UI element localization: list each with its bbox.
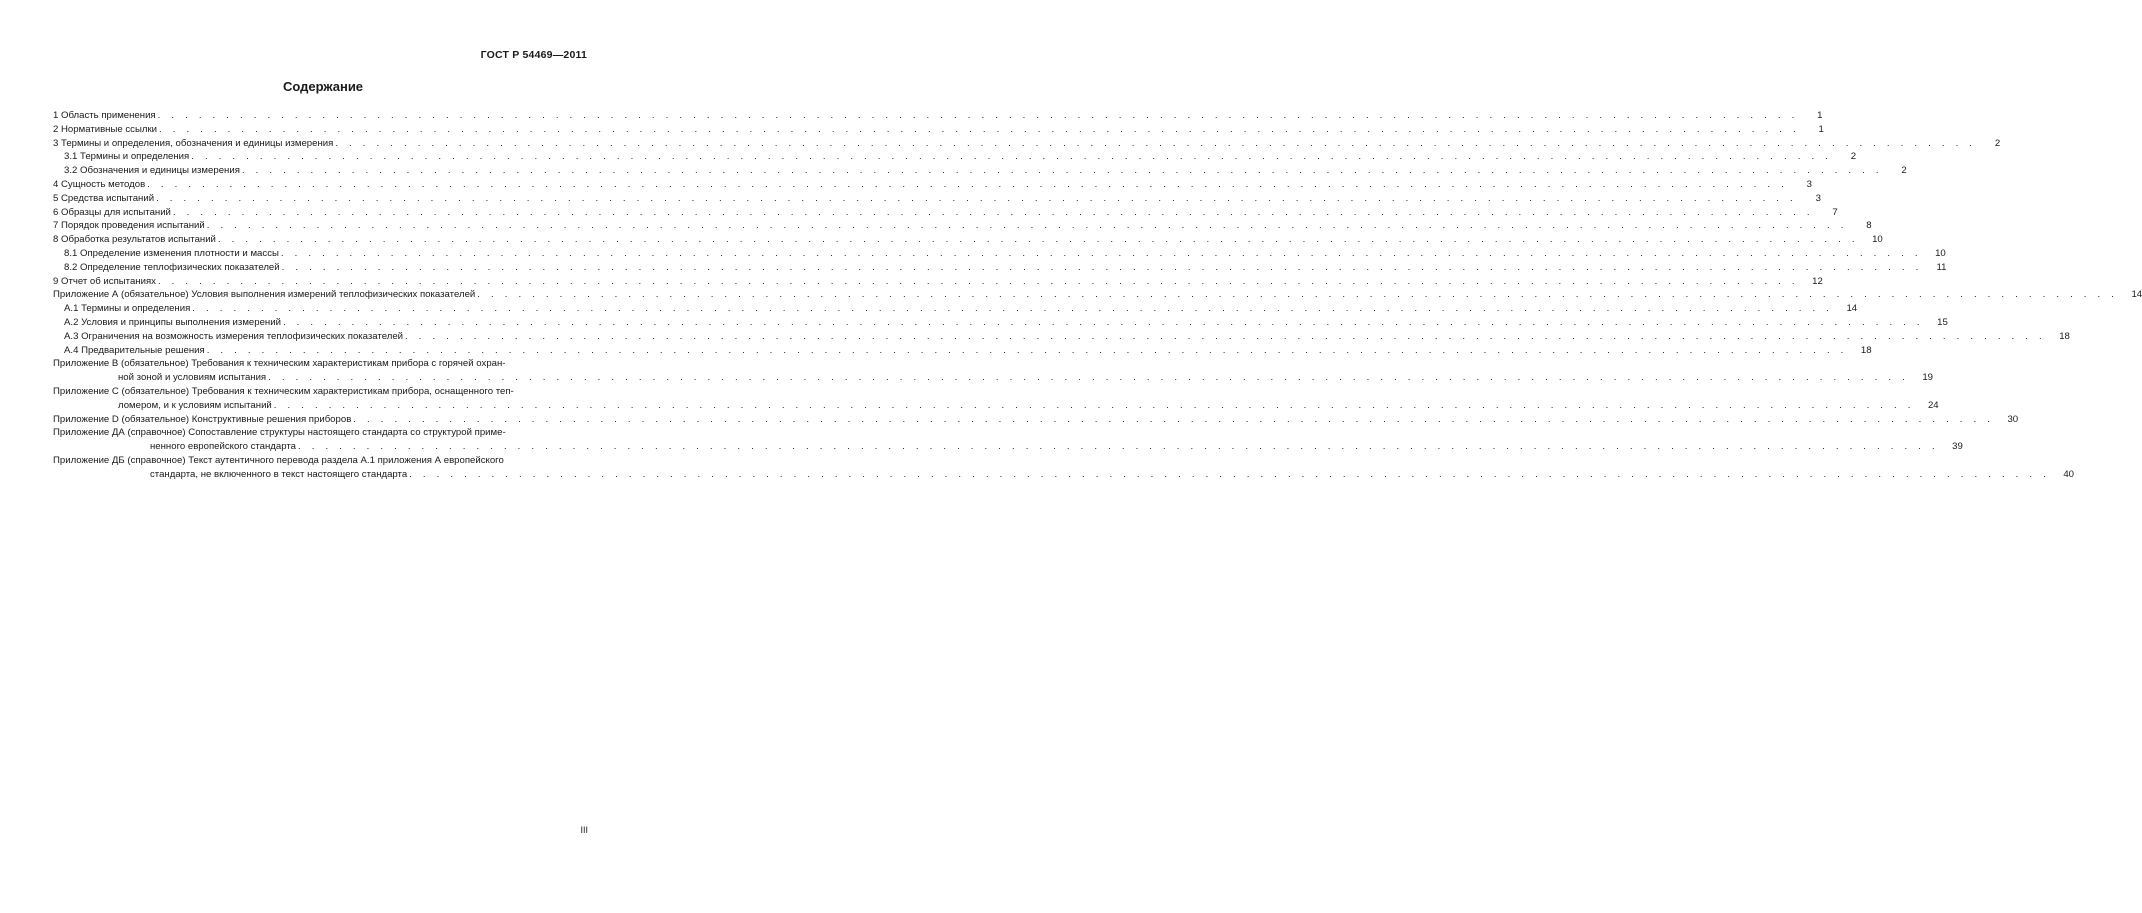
toc-entry-title: 3 Термины и определения, обозначения и единицы измерения — [53, 137, 334, 149]
toc-entry-title: Приложение А (обязательное) Условия выполнения измерений теплофизических показателей — [53, 289, 476, 301]
toc-entry-appendix[interactable] — [53, 385, 1939, 413]
toc-entry-appendix[interactable] — [53, 426, 1963, 454]
toc-entry-title: 8.1 Определение изменения плотности и массы — [64, 247, 279, 259]
toc-entry-appendix[interactable] — [53, 454, 2075, 482]
toc-leader-dots: . . . . . . . . . . . . . . . . . . . . . . . . . . . . . . . . . . . . . . . . . . . . . . . . . . . . . . . . . . . . . . . . . . . . . . . . . . . . . . . . . . . . . . . . . . . . . . . . . . . . . . . . . . . . . . . . . . . . . . . . — [268, 372, 1909, 384]
toc-entry-page: 2 — [1994, 137, 2001, 149]
toc-entry-page: 19 — [1922, 372, 1933, 384]
toc-entry[interactable] — [53, 178, 1813, 192]
toc-entry[interactable] — [53, 123, 1824, 137]
toc-entry-title: 4 Сущность методов — [53, 178, 146, 190]
toc-entry-title-line2: ненного европейского стандарта — [150, 441, 296, 453]
toc-leader-dots: . . . . . . . . . . . . . . . . . . . . . . . . . . . . . . . . . . . . . . . . . . . . . . . . . . . . . . . . . . . . . . . . . . . . . . . . . . . . . . . . . . . . . . . . . . . . . . . . . . . . . . . . . . . . . . . . . . . . . . . . — [273, 399, 1915, 411]
toc-leader-dots: . . . . . . . . . . . . . . . . . . . . . . . . . . . . . . . . . . . . . . . . . . . . . . . . . . . . . . . . . . . . . . . . . . . . . . . . . . . . . . . . . . . . . . . . . . . . . . . . . . . . . . . . . . . . . . . . . . . . . . . . — [157, 110, 1799, 121]
toc-entry[interactable] — [53, 261, 1947, 275]
toc-entry-title-line1: Приложение ДБ (справочное) Текст аутентичного перевода раздела А.1 приложения А европейского — [53, 454, 504, 466]
toc-entry-title: 5 Средства испытаний — [53, 192, 155, 204]
toc-entry-title: 3.2 Обозначения и единицы измерения — [64, 165, 240, 177]
toc-entry-appendix[interactable] — [53, 413, 2019, 427]
toc-leader-dots: . . . . . . . . . . . . . . . . . . . . . . . . . . . . . . . . . . . . . . . . . . . . . . . . . . . . . . . . . . . . . . . . . . . . . . . . . . . . . . . . . . . . . . . . . . . . . . . . . . . . . . . . . . . . . . . . . . . . . . . . — [241, 165, 1883, 177]
toc-entry-title: 8 Обработка результатов испытаний — [53, 234, 216, 246]
toc-entry-title: А.2 Условия и принципы выполнения измерений — [64, 316, 281, 328]
toc-entry[interactable] — [53, 233, 1883, 247]
toc-entry-page: 10 — [1872, 234, 1883, 246]
toc-entry-title: 3.1 Термины и определения — [64, 151, 190, 163]
toc-entry-title: Приложение D (обязательное) Конструктивные решения приборов — [53, 413, 352, 425]
toc-entry-appendix[interactable] — [53, 357, 1933, 385]
toc-leader-dots: . . . . . . . . . . . . . . . . . . . . . . . . . . . . . . . . . . . . . . . . . . . . . . . . . . . . . . . . . . . . . . . . . . . . . . . . . . . . . . . . . . . . . . . . . . . . . . . . . . . . . . . . . . . . . . . . . . . . . . . . — [157, 275, 1799, 287]
page-number: III — [580, 825, 588, 835]
toc-entry-page: 11 — [1936, 261, 1947, 273]
toc-entry-title: А.3 Ограничения на возможность измерения теплофизических показателей — [64, 330, 404, 342]
toc-entry[interactable] — [53, 206, 1838, 220]
toc-entry-page: 18 — [2059, 330, 2070, 342]
toc-entry-title: А.4 Предварительные решения — [64, 344, 205, 356]
toc-entry[interactable] — [53, 150, 1857, 164]
toc-entry-title-line2: стандарта, не включенного в текст настоящего стандарта — [150, 468, 408, 480]
toc-entry-page: 18 — [1860, 344, 1872, 356]
toc-entry[interactable] — [53, 275, 1823, 289]
toc-entry[interactable] — [53, 330, 2070, 344]
toc-leader-dots: . . . . . . . . . . . . . . . . . . . . . . . . . . . . . . . . . . . . . . . . . . . . . . . . . . . . . . . . . . . . . . . . . . . . . . . . . . . . . . . . . . . . . . . . . . . . . . . . . . . . . . . . . . . . . . . . . . . . . . . . — [297, 441, 1939, 453]
toc-leader-dots: . . . . . . . . . . . . . . . . . . . . . . . . . . . . . . . . . . . . . . . . . . . . . . . . . . . . . . . . . . . . . . . . . . . . . . . . . . . . . . . . . . . . . . . . . . . . . . . . . . . . . . . . . . . . . . . . . . . . . . . . — [217, 234, 1859, 246]
toc-entry-title: 8.2 Определение теплофизических показателей — [64, 261, 280, 273]
toc-entry-page: 2 — [1901, 165, 1907, 177]
toc-entry-page: 10 — [1935, 247, 1946, 259]
toc-leader-dots: . . . . . . . . . . . . . . . . . . . . . . . . . . . . . . . . . . . . . . . . . . . . . . . . . . . . . . . . . . . . . . . . . . . . . . . . . . . . . . . . . . . . . . . . . . . . . . . . . . . . . . . . . . . . . . . . . . . . . . . . — [147, 178, 1789, 190]
toc-entry-page: 3 — [1806, 178, 1813, 190]
toc-entry-title: 1 Область применения — [53, 110, 156, 121]
toc-entry-page: 24 — [1927, 399, 1939, 411]
toc-entry[interactable] — [53, 164, 1907, 178]
toc-entry-page: 14 — [1846, 303, 1858, 315]
toc-entry-page: 7 — [1832, 206, 1838, 218]
toc-entry[interactable] — [53, 219, 1872, 233]
toc-entry-title-line1: Приложение ДА (справочное) Сопоставление структуры настоящего стандарта со структурой приме- — [53, 427, 506, 439]
toc-entry-page: 1 — [1817, 110, 1823, 121]
toc-leader-dots: . . . . . . . . . . . . . . . . . . . . . . . . . . . . . . . . . . . . . . . . . . . . . . . . . . . . . . . . . . . . . . . . . . . . . . . . . . . . . . . . . . . . . . . . . . . . . . . . . . . . . . . . . . . . . . . . . . . . . . . . — [191, 151, 1833, 163]
toc-leader-dots: . . . . . . . . . . . . . . . . . . . . . . . . . . . . . . . . . . . . . . . . . . . . . . . . . . . . . . . . . . . . . . . . . . . . . . . . . . . . . . . . . . . . . . . . . . . . . . . . . . . . . . . . . . . . . . . . . . . . . . . . — [206, 220, 1848, 232]
toc-leader-dots: . . . . . . . . . . . . . . . . . . . . . . . . . . . . . . . . . . . . . . . . . . . . . . . . . . . . . . . . . . . . . . . . . . . . . . . . . . . . . . . . . . . . . . . . . . . . . . . . . . . . . . . . . . . . . . . . . . . . . . . . — [353, 413, 1995, 425]
toc-entry-page: 12 — [1812, 275, 1823, 287]
toc-leader-dots: . . . . . . . . . . . . . . . . . . . . . . . . . . . . . . . . . . . . . . . . . . . . . . . . . . . . . . . . . . . . . . . . . . . . . . . . . . . . . . . . . . . . . . . . . . . . . . . . . . . . . . . . . . . . . . . . . . . . . . . . — [281, 261, 1923, 273]
toc-entry-page: 14 — [2131, 289, 2142, 301]
toc-entry[interactable] — [53, 288, 2142, 302]
toc-leader-dots: . . . . . . . . . . . . . . . . . . . . . . . . . . . . . . . . . . . . . . . . . . . . . . . . . . . . . . . . . . . . . . . . . . . . . . . . . . . . . . . . . . . . . . . . . . . . . . . . . . . . . . . . . . . . . . . . . . . . . . . . — [172, 206, 1814, 218]
toc-leader-dots: . . . . . . . . . . . . . . . . . . . . . . . . . . . . . . . . . . . . . . . . . . . . . . . . . . . . . . . . . . . . . . . . . . . . . . . . . . . . . . . . . . . . . . . . . . . . . . . . . . . . . . . . . . . . . . . . . . . . . . . . — [192, 303, 1834, 315]
toc-leader-dots: . . . . . . . . . . . . . . . . . . . . . . . . . . . . . . . . . . . . . . . . . . . . . . . . . . . . . . . . . . . . . . . . . . . . . . . . . . . . . . . . . . . . . . . . . . . . . . . . . . . . . . . . . . . . . . . . . . . . . . . . — [335, 137, 1977, 149]
toc-entry-title: 7 Порядок проведения испытаний — [53, 220, 205, 232]
toc-leader-dots: . . . . . . . . . . . . . . . . . . . . . . . . . . . . . . . . . . . . . . . . . . . . . . . . . . . . . . . . . . . . . . . . . . . . . . . . . . . . . . . . . . . . . . . . . . . . . . . . . . . . . . . . . . . . . . . . . . . . . . . . — [156, 192, 1797, 204]
toc-leader-dots: . . . . . . . . . . . . . . . . . . . . . . . . . . . . . . . . . . . . . . . . . . . . . . . . . . . . . . . . . . . . . . . . . . . . . . . . . . . . . . . . . . . . . . . . . . . . . . . . . . . . . . . . . . . . . . . . . . . . . . . . — [280, 247, 1922, 259]
toc-entry-page: 30 — [2007, 413, 2019, 425]
toc-leader-dots: . . . . . . . . . . . . . . . . . . . . . . . . . . . . . . . . . . . . . . . . . . . . . . . . . . . . . . . . . . . . . . . . . . . . . . . . . . . . . . . . . . . . . . . . . . . . . . . . . . . . . . . . . . . . . . . . . . . . . . . . — [409, 468, 2051, 480]
toc-entry-page: 40 — [2063, 468, 2075, 480]
toc-leader-dots: . . . . . . . . . . . . . . . . . . . . . . . . . . . . . . . . . . . . . . . . . . . . . . . . . . . . . . . . . . . . . . . . . . . . . . . . . . . . . . . . . . . . . . . . . . . . . . . . . . . . . . . . . . . . . . . . . . . . . . . . — [405, 330, 2046, 342]
toc-entry-title: 9 Отчет об испытаниях — [53, 275, 156, 287]
toc-entry-title: 6 Образцы для испытаний — [53, 206, 171, 218]
toc-entry-page: 3 — [1815, 192, 1821, 204]
toc-entry[interactable] — [53, 344, 1872, 358]
toc-entry[interactable] — [53, 109, 1823, 123]
toc-entry[interactable] — [53, 192, 1821, 206]
table-of-contents — [53, 109, 2142, 482]
toc-entry-title-line1: Приложение В (обязательное) Требования к техническим характеристикам прибора с горячей охран- — [53, 358, 506, 370]
toc-leader-dots: . . . . . . . . . . . . . . . . . . . . . . . . . . . . . . . . . . . . . . . . . . . . . . . . . . . . . . . . . . . . . . . . . . . . . . . . . . . . . . . . . . . . . . . . . . . . . . . . . . . . . . . . . . . . . . . . . . . . . . . . — [159, 123, 1800, 135]
toc-entry-title-line1: Приложение С (обязательное) Требования к техническим характеристикам прибора, оснащенного теп- — [53, 385, 514, 397]
toc-leader-dots: . . . . . . . . . . . . . . . . . . . . . . . . . . . . . . . . . . . . . . . . . . . . . . . . . . . . . . . . . . . . . . . . . . . . . . . . . . . . . . . . . . . . . . . . . . . . . . . . . . . . . . . . . . . . . . . . . . . . . . . . — [282, 316, 1924, 328]
toc-entry[interactable] — [53, 137, 2001, 151]
toc-leader-dots: . . . . . . . . . . . . . . . . . . . . . . . . . . . . . . . . . . . . . . . . . . . . . . . . . . . . . . . . . . . . . . . . . . . . . . . . . . . . . . . . . . . . . . . . . . . . . . . . . . . . . . . . . . . . . . . . . . . . . . . . — [206, 344, 1848, 356]
document-code-header: ГОСТ Р 54469—2011 — [480, 49, 587, 61]
toc-entry-title-line2: ной зоной и условиям испытания — [118, 372, 267, 384]
page-title: Содержание — [282, 79, 364, 94]
toc-entry[interactable] — [53, 247, 1946, 261]
toc-entry-title: 2 Нормативные ссылки — [53, 123, 158, 135]
toc-entry[interactable] — [53, 316, 1948, 330]
toc-entry-page: 39 — [1952, 441, 1963, 453]
toc-entry-title-line2: ломером, и к условиям испытаний — [118, 399, 272, 411]
toc-entry-page: 15 — [1937, 316, 1948, 328]
toc-leader-dots: . . . . . . . . . . . . . . . . . . . . . . . . . . . . . . . . . . . . . . . . . . . . . . . . . . . . . . . . . . . . . . . . . . . . . . . . . . . . . . . . . . . . . . . . . . . . . . . . . . . . . . . . . . . . . . . . . . . . . . . . — [477, 289, 2119, 301]
toc-entry-page: 8 — [1866, 220, 1872, 232]
toc-entry-page: 2 — [1850, 151, 1857, 163]
toc-entry-title: А.1 Термины и определения — [64, 303, 191, 315]
toc-entry-page: 1 — [1818, 123, 1824, 135]
toc-entry[interactable] — [53, 302, 1858, 316]
